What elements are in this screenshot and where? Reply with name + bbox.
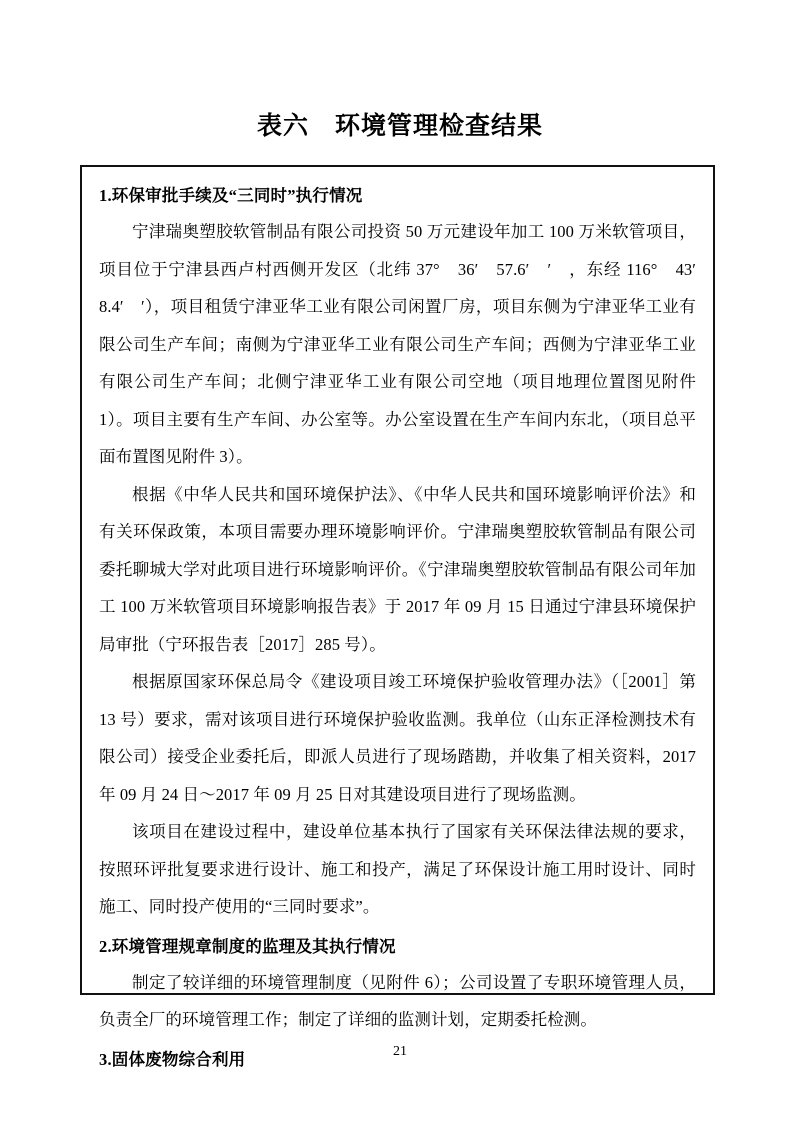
section-1-paragraph-3: 根据原国家环保总局令《建设项目竣工环境保护验收管理办法》（［2001］第 13 号）要求，需对该项目进行环境保护验收监测。我单位（山东正泽检测技术有限公司）接受企业委托后，即派人员进行了现场踏勘，并收集了相关资料，2017 年 09 月 24 日～2017 年 09 月 25 日对其建设项目进行了现场监测。 bbox=[99, 672, 696, 804]
section-heading-3: 3.固体废物综合利用 bbox=[99, 1049, 246, 1069]
section-2-paragraph-1: 制定了较详细的环境管理制度（见附件 6）；公司设置了专职环境管理人员，负责全厂的环境管理工作；制定了详细的监测计划，定期委托检测。 bbox=[99, 972, 696, 1029]
page-title: 表六 环境管理检查结果 bbox=[256, 113, 543, 140]
section-1-paragraph-4: 该项目在建设过程中，建设单位基本执行了国家有关环保法律法规的要求，按照环评批复要求进行设计、施工和投产，满足了环保设计施工用时设计、同时施工、同时投产使用的“三同时要求”。 bbox=[99, 822, 696, 916]
section-1-paragraph-1: 宁津瑞奥塑胶软管制品有限公司投资 50 万元建设年加工 100 万米软管项目，项目位于宁津县西卢村西侧开发区（北纬 37° 36′ 57.6′ ′ ，东经 116° 43′ 8.4′ ′），项目租赁宁津亚华工业有限公司闲置厂房，项目东侧为宁津亚华工业有限公司生产车间；南侧为宁津亚华工业有限公司生产车间；西侧为宁津亚华工业有限公司生产车间；北侧宁津亚华工业有限公司空地（项目地理位置图见附件 1）。项目主要有生产车间、办公室等。办公室设置在生产车间内东北，（项目总平面布置图见附件 3）。 bbox=[99, 222, 713, 466]
section-heading-2: 2.环境管理规章制度的监理及其执行情况 bbox=[99, 936, 396, 956]
section-heading-1: 1.环保审批手续及“三同时”执行情况 bbox=[99, 186, 363, 205]
section-1-paragraph-2: 根据《中华人民共和国环境保护法》、《中华人民共和国环境影响评价法》和有关环保政策，本项目需要办理环境影响评价。宁津瑞奥塑胶软管制品有限公司委托聊城大学对此项目进行环境影响评价。《宁津瑞奥塑胶软管制品有限公司年加工 100 万米软管项目环境影响报告表》于 2017 年 09 月 15 日通过宁津县环境保护局审批（宁环报告表［2017］285 号）。 bbox=[99, 484, 696, 654]
page-number: 21 bbox=[393, 1044, 407, 1059]
